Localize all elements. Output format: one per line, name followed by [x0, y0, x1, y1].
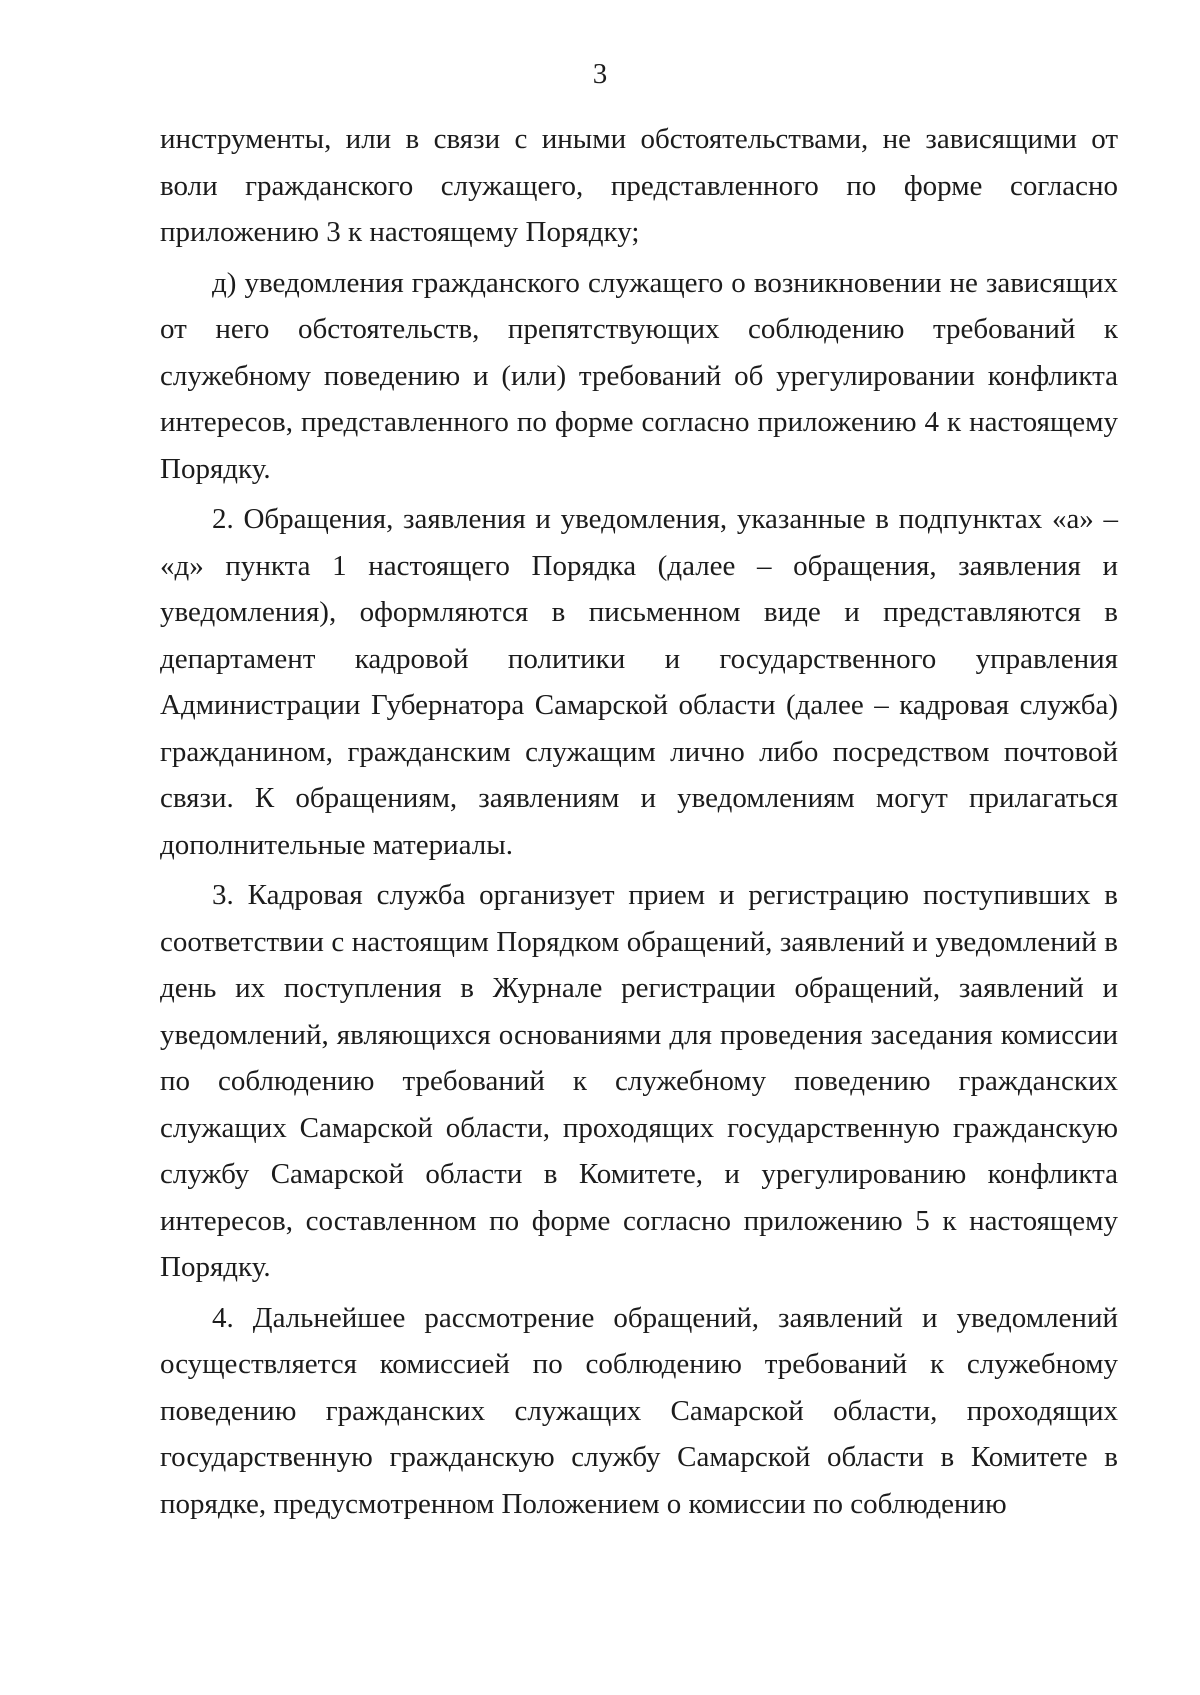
document-body [160, 116, 1118, 1531]
page-number: 3 [592, 58, 608, 90]
paragraph-clause-3: 3. Кадровая служба организует прием и регистрацию поступивших в соответствии с настоящим Порядком обращений, заявлений и уведомлений в день их поступления в Журнале регистрации обращений, заявлений и уведомлений, являющихся основаниями для проведения заседания комиссии по соблюдению требований к служебному поведению гражданских служащих Самарской области, проходящих государственную гражданскую службу Самарской области в Комитете, и урегулированию конфликта интересов, составленном по форме согласно приложению 5 к настоящему Порядку. [160, 879, 1118, 1283]
paragraph-continuation: инструменты, или в связи с иными обстоятельствами, не зависящими от воли гражданского служащего, представленного по форме согласно приложению 3 к настоящему Порядку; [160, 123, 1118, 248]
paragraph-clause-4: 4. Дальнейшее рассмотрение обращений, заявлений и уведомлений осуществляется комиссией по соблюдению требований к служебному поведению гражданских служащих Самарской области, проходящих государственную гражданскую службу Самарской области в Комитете в порядке, предусмотренном Положением о комиссии по соблюдению [160, 1301, 1118, 1520]
paragraph-item-d: д) уведомления гражданского служащего о возникновении не зависящих от него обстоятельств, препятствующих соблюдению требований к служебному поведению и (или) требований об урегулировании конфликта интересов, представленного по форме согласно приложению 4 к настоящему Порядку. [160, 266, 1118, 485]
paragraph-clause-2: 2. Обращения, заявления и уведомления, указанные в подпунктах «а» – «д» пункта 1 настоящего Порядка (далее – обращения, заявления и уведомления), оформляются в письменном виде и представляются в департамент кадровой политики и государственного управления Администрации Губернатора Самарской области (далее – кадровая служба) гражданином, гражданским служащим лично либо посредством почтовой связи. К обращениям, заявлениям и уведомлениям могут прилагаться дополнительные материалы. [160, 503, 1118, 861]
